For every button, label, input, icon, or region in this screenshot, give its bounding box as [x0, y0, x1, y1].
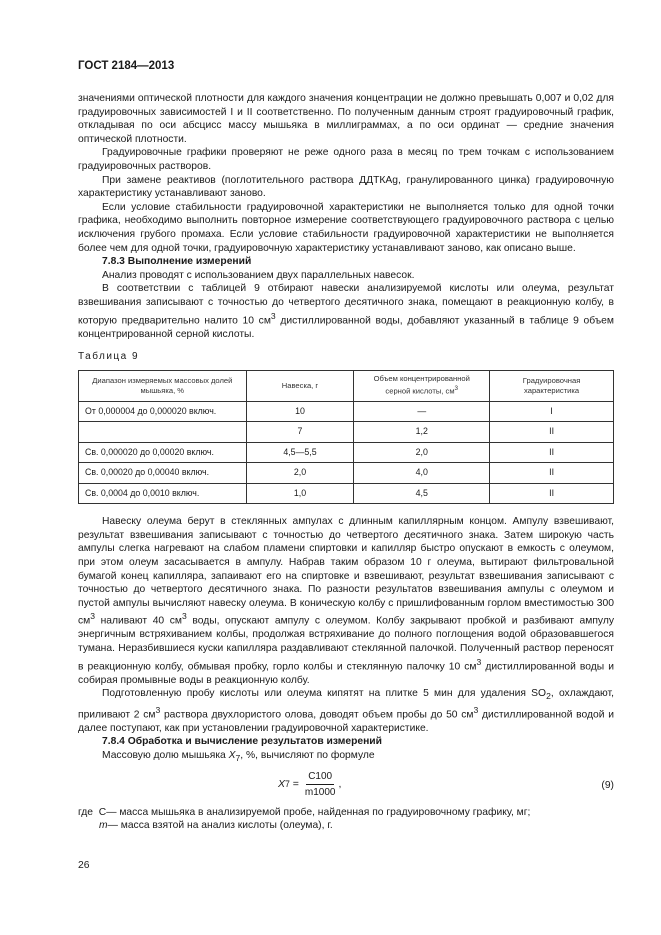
paragraph: значениями оптической плотности для каждого значения концентрации не должно превышать 0,007 и 0,02 для градуировочных зависимостей I и II соответственно. По полученным данным строят градуировочный график, откладывая по оси абсцисс массу мышьяка в миллиграммах, а по оси ординат — средние значения оптической плотности. — [78, 93, 614, 145]
section-heading: 7.8.3 Выполнение измерений — [102, 256, 252, 268]
table-cell: 1,0 — [246, 483, 354, 504]
fraction — [305, 770, 336, 800]
paragraph: Градуировочные графики проверяют не реже одного раза в месяц по трем точкам с использованием градуировочных растворов. — [78, 147, 614, 172]
table-cell: Св. 0,0004 до 0,0010 включ. — [79, 483, 247, 504]
page-number: 26 — [78, 860, 90, 871]
equals-sign: = — [289, 777, 302, 790]
table-row — [79, 442, 614, 463]
table-cell: 10 — [246, 401, 354, 422]
table-caption: Таблица 9 — [78, 351, 140, 363]
superscript: 3 — [473, 704, 479, 715]
table-cell: 4,0 — [354, 463, 490, 484]
table-cell: II — [490, 442, 614, 463]
where-text: — масса мышьяка в анализируемой пробе, найденная по градуировочному графику, мг; — [106, 806, 531, 818]
text-run: Навеску олеума берут в стеклянных ампулах с длинным капиллярным концом. Ампулу взвешивают, результат взвешивания записывают с точностью до четвертого десятичного знака. Затем широкую часть ампулы слегка нагревают на слабом пламени спиртовки и капилляр быстро опускают в емкость с олеумом, при этом олеум засасывается в ампулу. Набрав таким образом 10 г олеума, вытирают фильтровальной бумагой конец капилляра, запаивают его на спиртовке и взвешивают, результат взвешивания записывают с точностью до четвертого десятичного знака. По разности результатов взвешивания ампулы с олеумом и пустой ампулы вычисляют навеску олеума. В коническую колбу с пришлифованным горлом вместимостью 300 см — [78, 516, 614, 627]
text-run: наливают 40 см — [95, 615, 182, 627]
where-line — [78, 806, 614, 820]
table-row — [79, 422, 614, 443]
paragraph — [78, 749, 614, 766]
section-heading: 7.8.4 Обработка и вычисление результатов измерений — [102, 736, 382, 748]
formula-row — [78, 768, 614, 804]
where-key: m — [99, 820, 108, 832]
table-cell: Св. 0,000020 до 0,00020 включ. — [79, 442, 247, 463]
table-header-cell — [354, 370, 490, 401]
table-cell: I — [490, 401, 614, 422]
text-run: Подготовленную пробу кислоты или олеума кипятят на плитке 5 мин для удаления SO — [102, 688, 547, 700]
text-run: воды, опускают ампулу с олеумом. Колбу закрывают пробкой и разбивают ампулу энергичным встряхиванием колбы, продолжая встряхивание до полного поглощения водой образовавшегося тумана. Неразбившиеся куски капилляра раздавливают стеклянной палочкой. Полученный раствор переносят в реакционную колбу, обмывая пробку, горло колбы и стеклянную палочку 10 см — [78, 615, 615, 672]
superscript: 3 — [155, 704, 161, 715]
paragraph — [78, 515, 614, 687]
superscript: 3 — [454, 385, 459, 393]
variable: X — [228, 750, 236, 762]
table-header-cell: Диапазон измеряемых массовых долей мышьяка, % — [79, 370, 247, 401]
paragraph: Если условие стабильности градуировочной характеристики не выполняется только для одной точки графика, необходимо выполнить повторное измерение соответствующего градуировочного раствора с целью исключения грубого промаха. Если условие стабильности градуировочной характеристики не выполняется более чем для одной точки, градуировочную характеристику устанавливают заново, как описано выше. — [78, 201, 614, 254]
table-cell: От 0,000004 до 0,000020 включ. — [79, 401, 247, 422]
text-run: дистиллированной водой и далее поступают, как при установлении градуировочной характеристике. — [78, 709, 614, 734]
document-body — [78, 92, 614, 833]
paragraph: Анализ проводят с использованием двух параллельных навесок. — [102, 269, 415, 281]
table-row — [79, 463, 614, 484]
table-cell: 2,0 — [354, 442, 490, 463]
formula — [278, 770, 341, 800]
text-run: раствора двухлористого олова, доводят объем пробы до 50 см — [160, 709, 474, 721]
document-header: ГОСТ 2184—2013 — [78, 60, 175, 72]
superscript: 3 — [90, 611, 96, 622]
where-line — [78, 819, 614, 833]
superscript: 3 — [476, 656, 482, 667]
subscript: 7 — [235, 753, 241, 764]
table-cell: 1,2 — [354, 422, 490, 443]
fraction-numerator: C100 — [306, 770, 334, 786]
table-cell: 4,5 — [354, 483, 490, 504]
text-run: , охлаждают, приливают 2 см — [78, 688, 614, 721]
table-row — [79, 401, 614, 422]
where-key: где C — [78, 806, 107, 818]
table-cell: 4,5—5,5 — [246, 442, 354, 463]
table-header-row — [79, 370, 614, 401]
table-cell: — — [354, 401, 490, 422]
table-cell: II — [490, 422, 614, 443]
text-run: В соответствии с таблицей 9 отбирают навески анализируемой кислоты или олеума, результат взвешивания записывают с точностью до четвертого десятичного знака, помещают в реакционную колбу, в которую предварительно налито 10 см — [78, 283, 614, 326]
superscript: 3 — [181, 611, 187, 622]
formula-variable: X — [278, 777, 286, 790]
table-9 — [78, 370, 614, 505]
text-run: , %, вычисляют по формуле — [240, 750, 375, 762]
table-row — [79, 483, 614, 504]
table-header-cell: Градуировочная характеристика — [490, 370, 614, 401]
table-header-cell: Навеска, г — [246, 370, 354, 401]
paragraph — [78, 687, 614, 735]
table-cell: Св. 0,00020 до 0,00040 включ. — [79, 463, 247, 484]
subscript: 2 — [546, 691, 551, 702]
table-cell: 2,0 — [246, 463, 354, 484]
text-run: дистиллированной воды и собирая промывные воды в реакционную колбу. — [78, 660, 614, 686]
table-cell — [79, 422, 247, 443]
equation-number: (9) — [601, 779, 614, 791]
fraction-denominator: m1000 — [304, 787, 336, 799]
formula-subscript: 7 — [285, 778, 290, 789]
where-text: — масса взятой на анализ кислоты (олеума), г. — [107, 820, 333, 832]
table-cell: II — [490, 483, 614, 504]
text-run: Массовую долю мышьяка — [102, 750, 229, 762]
header-text: Объем концентрированной серной кислоты, см — [373, 374, 470, 396]
superscript: 3 — [270, 310, 276, 321]
text-run: дистиллированной воды, добавляют указанный в таблице 9 объем концентрированной серной кислоты. — [78, 314, 614, 340]
formula-tail: , — [338, 777, 342, 790]
table-cell: II — [490, 463, 614, 484]
table-cell: 7 — [246, 422, 354, 443]
paragraph: При замене реактивов (поглотительного раствора ДДТКАg, гранулированного цинка) градуировочную характеристику устанавливают заново. — [78, 174, 614, 200]
paragraph — [78, 282, 614, 341]
